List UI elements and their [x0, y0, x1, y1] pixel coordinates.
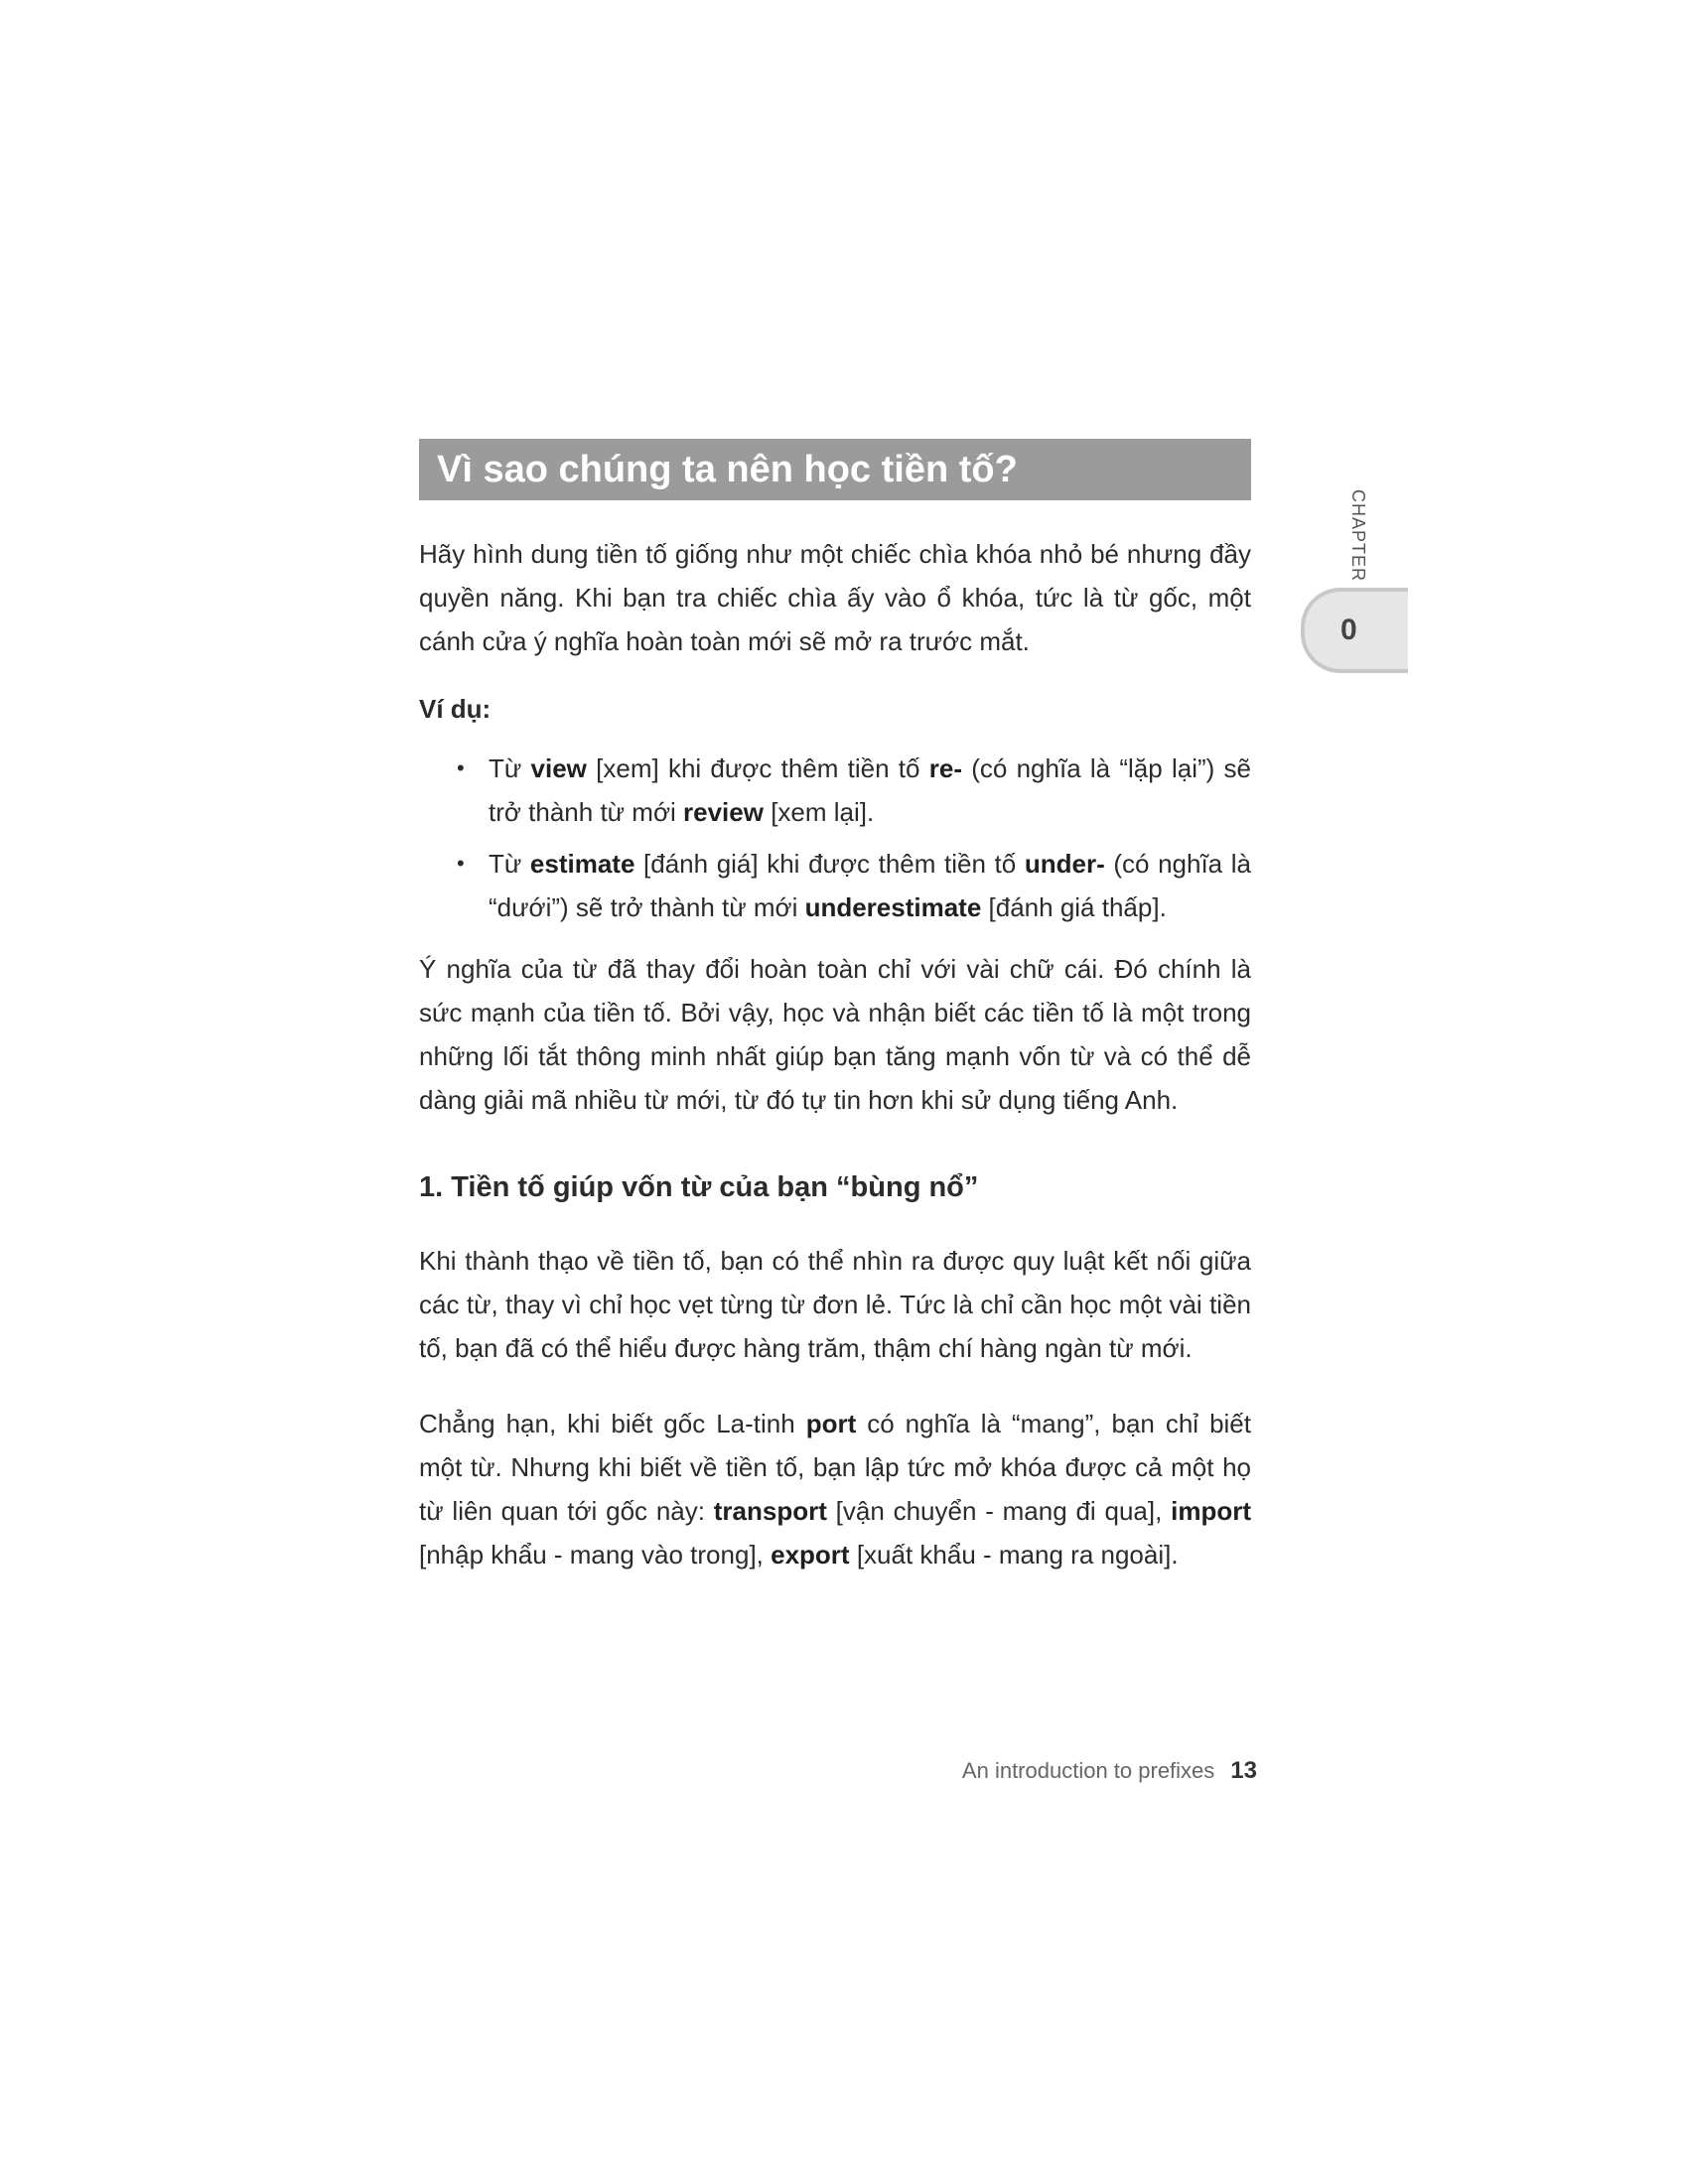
subsection-paragraph-2 — [419, 1402, 1251, 1576]
text-run: có nghĩa là “mang”, bạn chỉ biết một từ. Nhưng khi biết về tiền tố, bạn lập tức mở khóa được cả một họ từ liên quan tới gốc này: — [419, 1409, 1251, 1526]
text-run: Từ — [489, 753, 531, 783]
keyword: export — [771, 1540, 850, 1570]
list-item — [419, 842, 1251, 929]
text-run: (có nghĩa là “dưới”) sẽ trở thành từ mới — [489, 849, 1251, 922]
text-run: Chẳng hạn, khi biết gốc La-tinh — [419, 1409, 806, 1438]
intro-paragraph: Hãy hình dung tiền tố giống như một chiếc chìa khóa nhỏ bé nhưng đầy quyền năng. Khi bạn tra chiếc chìa ấy vào ổ khóa, tức là từ gốc, một cánh cửa ý nghĩa hoàn toàn mới sẽ mở ra trước mắt. — [419, 539, 1251, 656]
chapter-label: CHAPTER — [1348, 489, 1368, 583]
list-item — [419, 747, 1251, 834]
chapter-number-tab: 0 — [1301, 588, 1408, 673]
keyword: review — [683, 797, 764, 827]
text-run: [đánh giá thấp]. — [981, 892, 1167, 922]
page-number: 13 — [1230, 1757, 1257, 1784]
keyword: transport — [713, 1496, 827, 1526]
subsection-title: 1. Tiền tố giúp vốn từ của bạn “bùng nổ” — [419, 1171, 979, 1203]
keyword: import — [1171, 1496, 1251, 1526]
example-list — [419, 747, 1251, 929]
text-run: [xuất khẩu - mang ra ngoài]. — [849, 1540, 1179, 1570]
keyword: view — [530, 753, 587, 783]
keyword: estimate — [529, 849, 635, 879]
text-run: [xem] khi được thêm tiền tố — [586, 753, 929, 783]
keyword: underestimate — [804, 892, 982, 922]
text-run: [nhập khẩu - mang vào trong], — [419, 1540, 772, 1570]
text-run: Từ — [489, 849, 530, 879]
bullet-icon: • — [457, 755, 465, 780]
bullet-icon: • — [457, 851, 465, 876]
text-run: [vận chuyển - mang đi qua], — [826, 1496, 1172, 1526]
subsection-paragraph-1: Khi thành thạo về tiền tố, bạn có thể nhìn ra được quy luật kết nối giữa các từ, thay vì chỉ học vẹt từng từ đơn lẻ. Tức là chỉ cần học một vài tiền tố, bạn đã có thể hiểu được hàng trăm, thậm chí hàng ngàn từ mới. — [419, 1246, 1251, 1363]
page-footer — [962, 1757, 1257, 1785]
conclusion-paragraph: Ý nghĩa của từ đã thay đổi hoàn toàn chỉ với vài chữ cái. Đó chính là sức mạnh của tiền tố. Bởi vậy, học và nhận biết các tiền tố là một trong những lối tắt thông minh nhất giúp bạn tăng mạnh vốn từ và có thể dễ dàng giải mã nhiều từ mới, từ đó tự tin hơn khi sử dụng tiếng Anh. — [419, 954, 1251, 1115]
keyword: port — [805, 1409, 857, 1438]
text-run: (có nghĩa là “lặp lại”) sẽ trở thành từ mới — [489, 753, 1252, 827]
example-label: Ví dụ: — [419, 694, 492, 724]
footer-title: An introduction to prefixes — [961, 1758, 1215, 1783]
page-content — [419, 439, 1251, 1576]
text-run: [đánh giá] khi được thêm tiền tố — [634, 849, 1025, 879]
keyword: re- — [928, 753, 962, 783]
keyword: under- — [1024, 849, 1105, 879]
section-heading: Vì sao chúng ta nên học tiền tố? — [419, 439, 1251, 500]
text-run: [xem lại]. — [763, 797, 875, 827]
